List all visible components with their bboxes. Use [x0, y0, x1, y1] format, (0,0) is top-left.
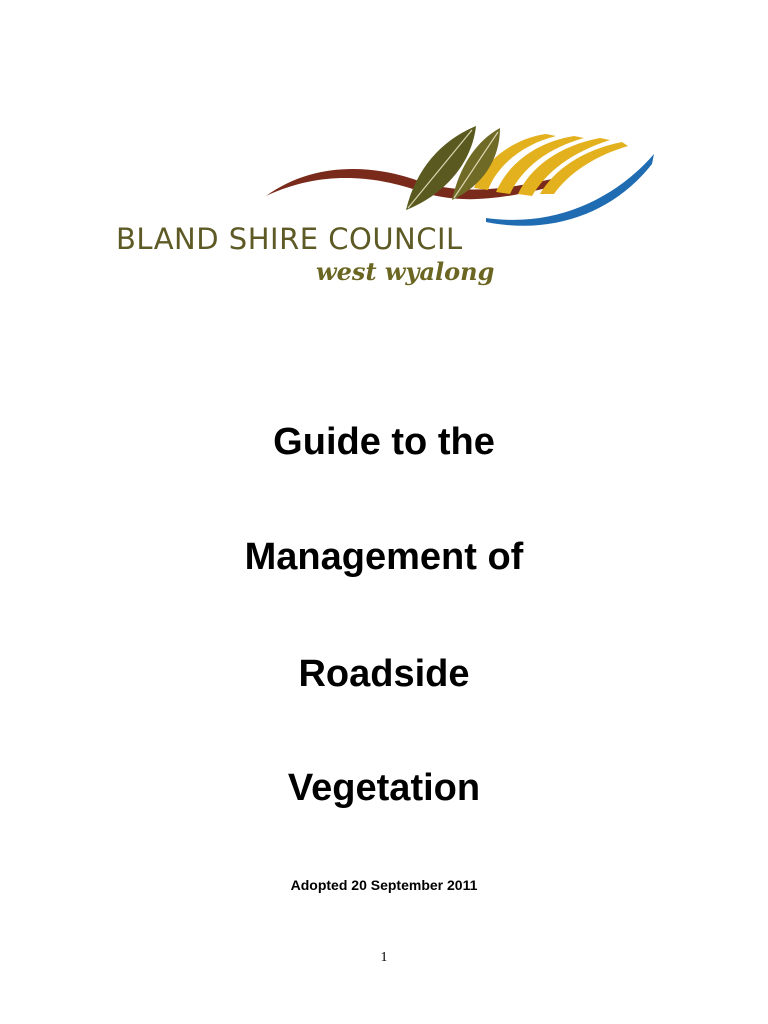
logo-tagline-text: west wyalong [316, 257, 495, 286]
title-line-4: Vegetation [287, 767, 481, 809]
council-logo [116, 118, 656, 292]
title-line-3: Roadside [298, 653, 470, 695]
title-line-2: Management of [244, 536, 524, 578]
logo-yellow-stripe-3 [518, 138, 610, 196]
logo-graphic [116, 118, 656, 292]
page-number: 1 [380, 950, 388, 965]
title-line-1: Guide to the [273, 421, 495, 463]
adopted-date: Adopted 20 September 2011 [290, 877, 478, 893]
logo-name-text: BLAND SHIRE COUNCIL [116, 222, 463, 256]
